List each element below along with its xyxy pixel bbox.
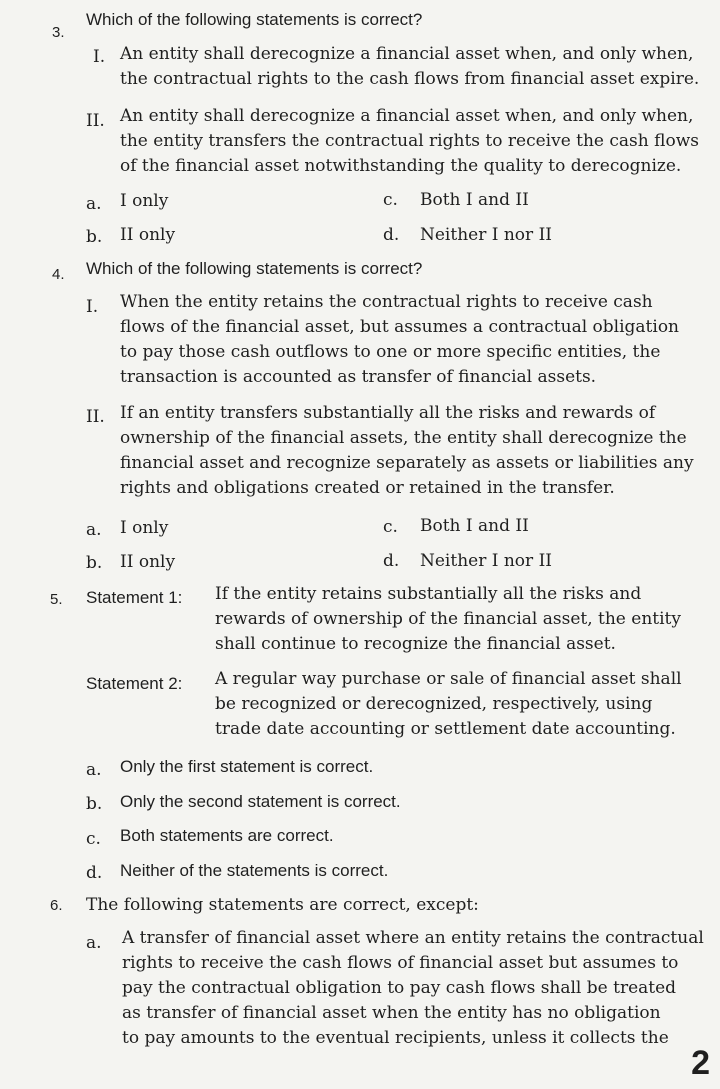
- choice-text: Only the second statement is correct.: [120, 792, 401, 811]
- choice-text: Both I and II: [420, 190, 529, 210]
- choice-label: d.: [86, 863, 103, 883]
- statement-text: If the entity retains substantially all the risks and rewards of ownership of the financial asset, the entity shall continue to recognize the financial asset.: [215, 584, 681, 654]
- question-number: 5.: [50, 591, 63, 608]
- statement-text: If an entity transfers substantially all the risks and rewards of ownership of the financial assets, the entity shall derecognize the financial asset and recognize separately as assets or liabilities any rights and obligations created or retained in the transfer.: [120, 403, 694, 498]
- choice-label: b.: [86, 794, 103, 814]
- choice-text: II only: [120, 225, 176, 245]
- page-number: 2: [691, 1044, 710, 1082]
- choice-label: d.: [383, 551, 400, 571]
- statement-text: When the entity retains the contractual rights to receive cash flows of the financial asset, but assumes a contractual obligation to pay those cash outflows to one or more specific entities, the transaction is accounted as transfer of financial assets.: [120, 292, 679, 387]
- choice-text: Neither I nor II: [420, 551, 553, 571]
- choice-label: b.: [86, 553, 103, 573]
- choice-text: I only: [120, 191, 169, 211]
- choice-text: Only the first statement is correct.: [120, 757, 374, 776]
- choice-text: A transfer of financial asset where an entity retains the contractual rights to receive the cash flows of financial asset but assumes to pay the contractual obligation to pay cash flows shall be treated as transfer of financial asset when the entity has no obligation to pay amounts to the eventual recipients, unless it collects the: [122, 928, 704, 1048]
- question-number: 4.: [52, 266, 65, 283]
- question-stem: The following statements are correct, except:: [86, 895, 479, 915]
- statement-label: I.: [93, 47, 106, 67]
- question-stem: Which of the following statements is correct?: [86, 10, 423, 29]
- choice-label: a.: [86, 520, 102, 540]
- statement-text: An entity shall derecognize a financial asset when, and only when, the entity transfers the contractual rights to receive the cash flows of the financial asset notwithstanding the quality to derecognize.: [120, 106, 699, 176]
- choice-text: II only: [120, 552, 176, 572]
- choice-text: I only: [120, 518, 169, 538]
- choice-label: c.: [383, 190, 398, 210]
- statement-label: Statement 2:: [86, 674, 183, 693]
- choice-label: a.: [86, 760, 102, 780]
- choice-label: b.: [86, 227, 103, 247]
- choice-text: Both statements are correct.: [120, 826, 334, 845]
- statement-label: I.: [86, 297, 99, 317]
- question-number: 6.: [50, 897, 63, 914]
- choice-text: Neither I nor II: [420, 225, 553, 245]
- choice-text: Both I and II: [420, 516, 529, 536]
- statement-label: II.: [86, 407, 105, 427]
- choice-label: a.: [86, 933, 102, 953]
- choice-text: Neither of the statements is correct.: [120, 861, 389, 880]
- statement-label: II.: [86, 111, 105, 131]
- choice-label: c.: [383, 517, 398, 537]
- choice-label: c.: [86, 829, 101, 849]
- choice-label: a.: [86, 194, 102, 214]
- statement-text: An entity shall derecognize a financial asset when, and only when, the contractual rights to the cash flows from financial asset expire.: [120, 44, 700, 89]
- statement-text: A regular way purchase or sale of financial asset shall be recognized or derecognized, respectively, using trade date accounting or settlement date accounting.: [215, 669, 682, 739]
- statement-label: Statement 1:: [86, 588, 183, 607]
- question-number: 3.: [52, 24, 65, 41]
- choice-label: d.: [383, 225, 400, 245]
- question-stem: Which of the following statements is correct?: [86, 259, 423, 278]
